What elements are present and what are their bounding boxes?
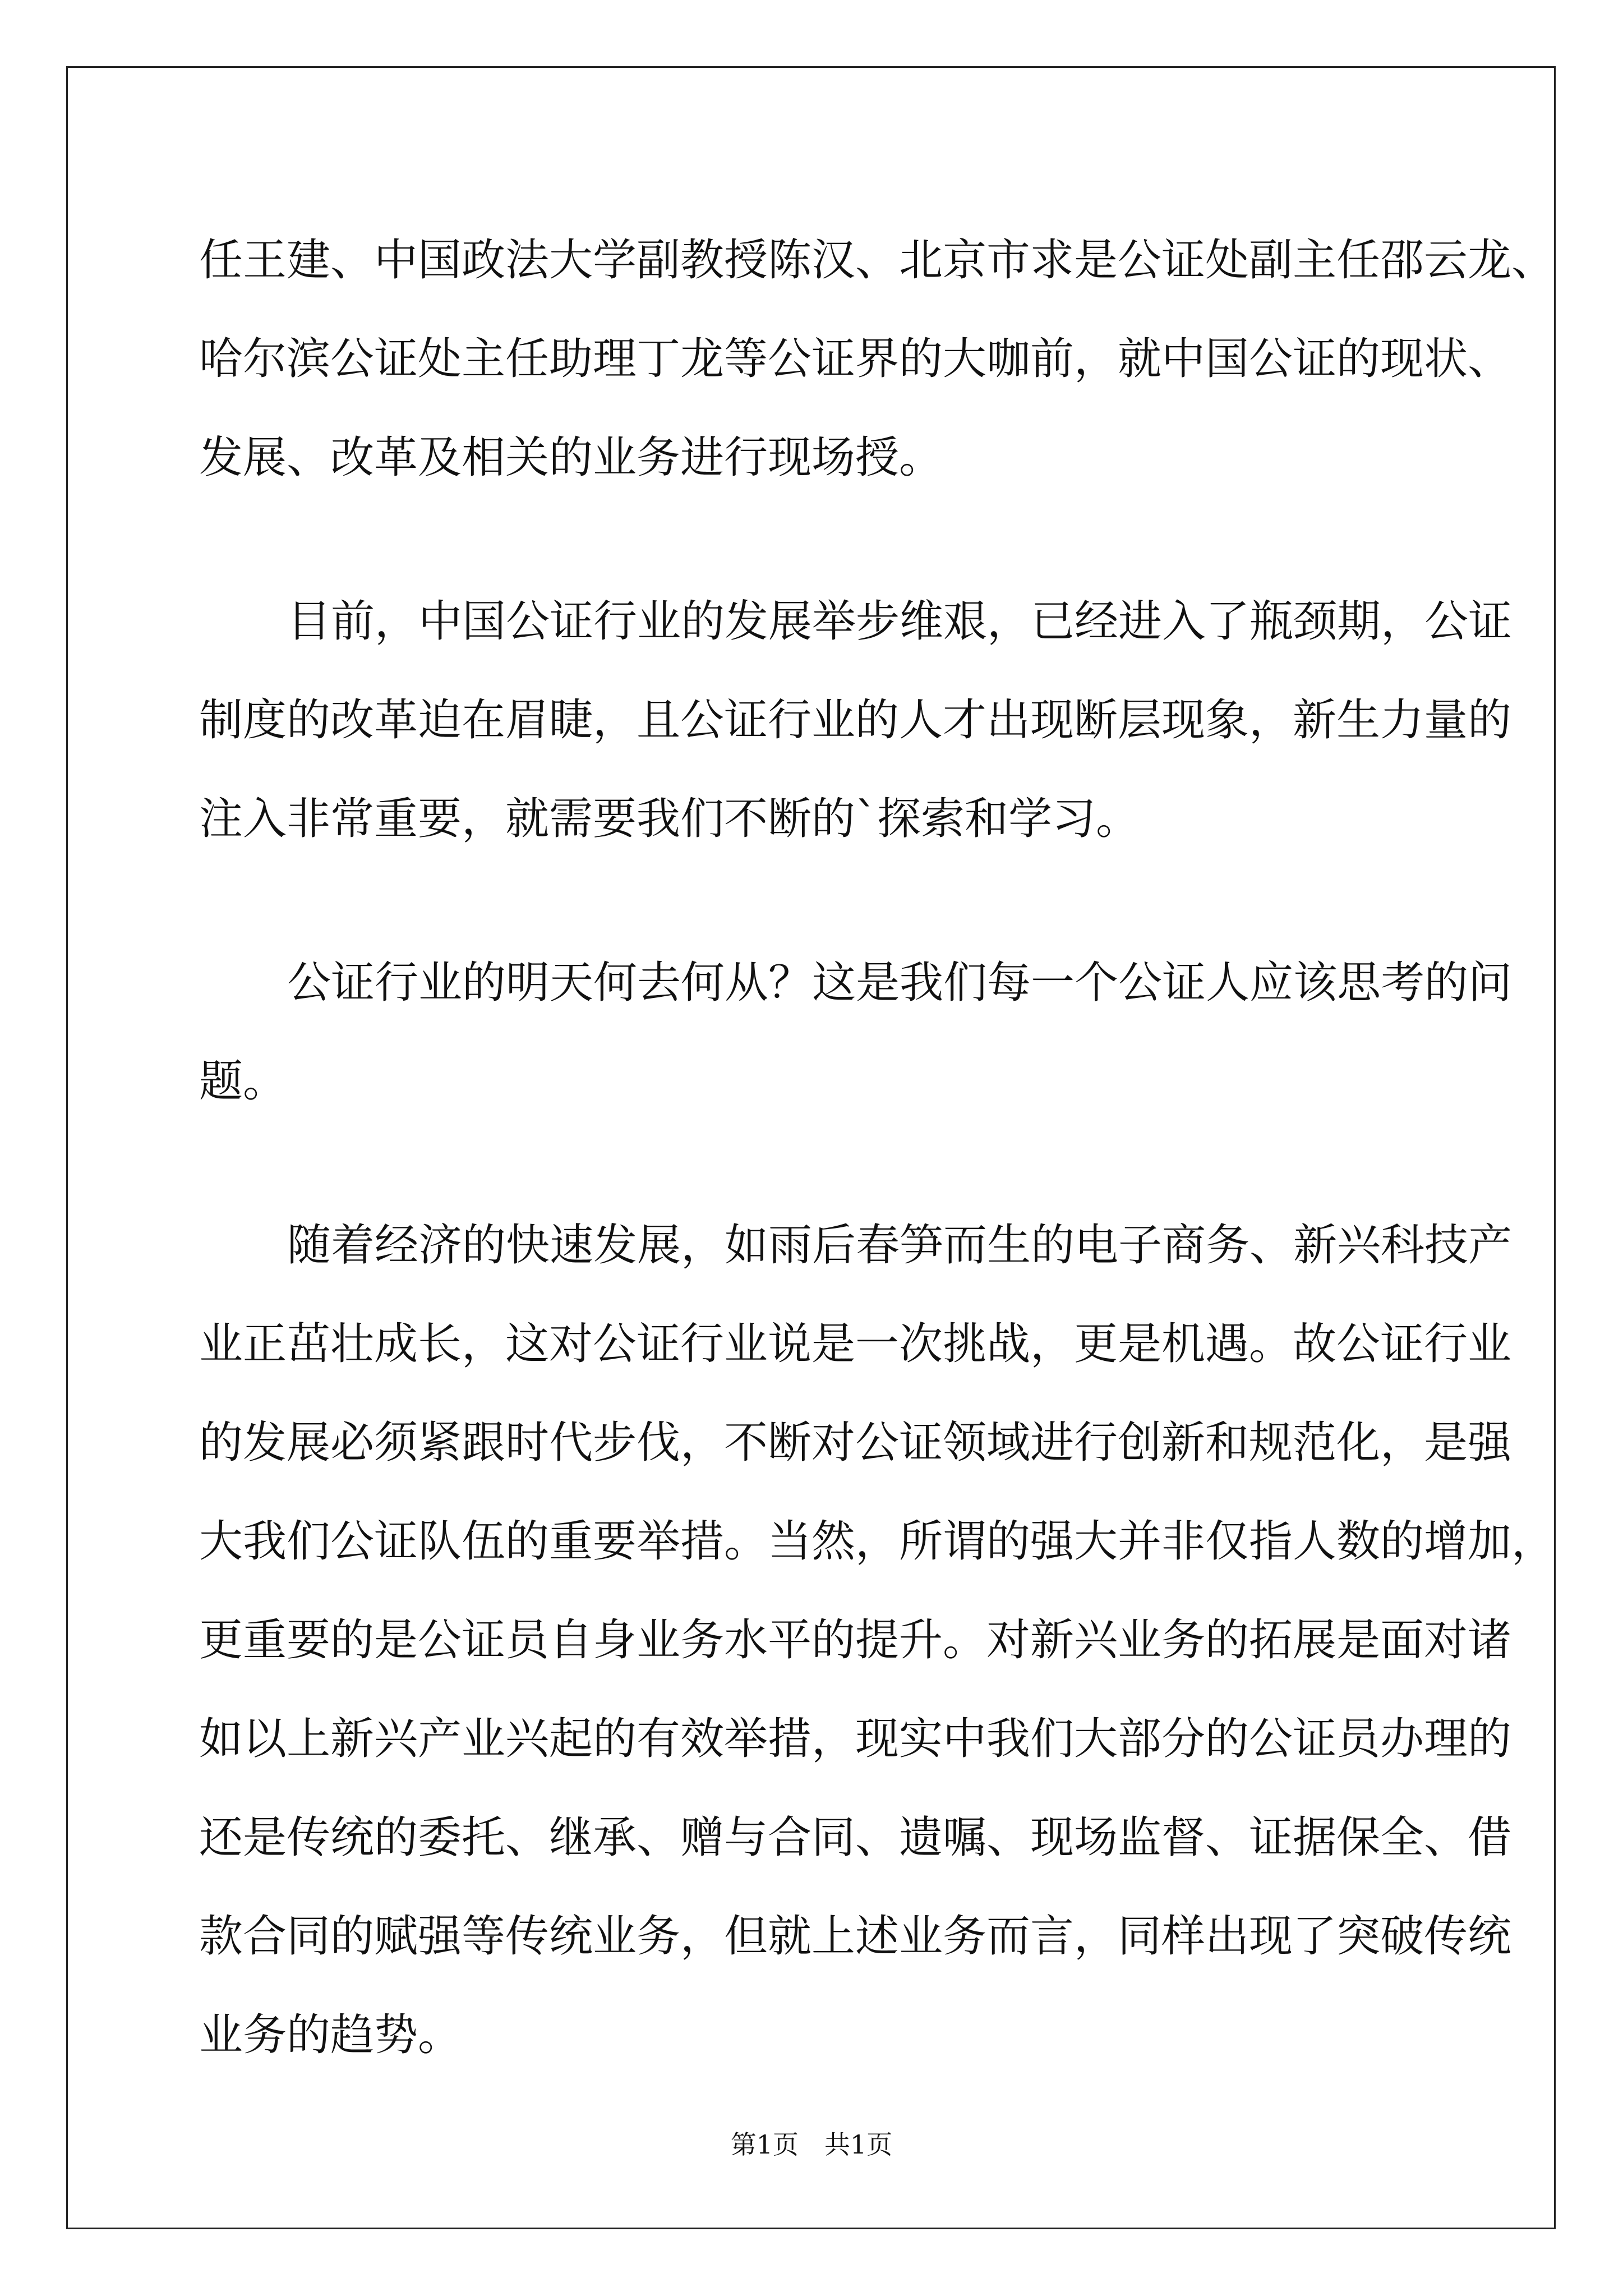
text-line: 的发展必须紧跟时代步伐，不断对公证领域进行创新和规范化，是强 <box>199 1418 1512 1468</box>
text-line: 注入非常重要，就需要我们不断的`探索和学习。 <box>199 794 1140 844</box>
text-line: 题。 <box>199 1056 287 1107</box>
text-line: 大我们公证队伍的重要举措。当然，所谓的强大并非仅指人数的增加， <box>199 1516 1556 1567</box>
text-line: 公证行业的明天何去何从？这是我们每一个公证人应该思考的问 <box>287 958 1513 1008</box>
text-line: 还是传统的委托、继承、赠与合同、遗嘱、现场监督、证据保全、借 <box>199 1812 1512 1863</box>
text-line: 目前，中国公证行业的发展举步维艰，已经进入了瓶颈期，公证 <box>287 596 1513 647</box>
text-line: 业务的趋势。 <box>199 2010 462 2060</box>
text-line: 款合同的赋强等传统业务，但就上述业务而言，同样出现了突破传统 <box>199 1911 1512 1962</box>
text-line: 更重要的是公证员自身业务水平的提升。对新兴业务的拓展是面对诸 <box>199 1615 1512 1665</box>
text-line: 业正茁壮成长，这对公证行业说是一次挑战，更是机遇。故公证行业 <box>199 1319 1512 1369</box>
text-line: 随着经济的快速发展，如雨后春笋而生的电子商务、新兴科技产 <box>287 1220 1513 1271</box>
paragraph <box>199 211 1556 507</box>
text-line: 发展、改革及相关的业务进行现场授。 <box>199 432 943 483</box>
document-body <box>199 211 1556 2085</box>
paragraph <box>199 572 1513 868</box>
paragraph <box>199 1196 1556 2085</box>
text-line: 哈尔滨公证处主任助理丁龙等公证界的大咖前，就中国公证的现状、 <box>199 334 1512 384</box>
page-number-footer: 第1页 共1页 <box>730 2129 893 2160</box>
text-line: 制度的改革迫在眉睫，且公证行业的人才出现断层现象，新生力量的 <box>199 695 1512 746</box>
text-line: 如以上新兴产业兴起的有效举措，现实中我们大部分的公证员办理的 <box>199 1714 1512 1764</box>
paragraph <box>199 933 1513 1131</box>
text-line: 任王建、中国政法大学副教授陈汉、北京市求是公证处副主任邵云龙、 <box>199 235 1556 286</box>
